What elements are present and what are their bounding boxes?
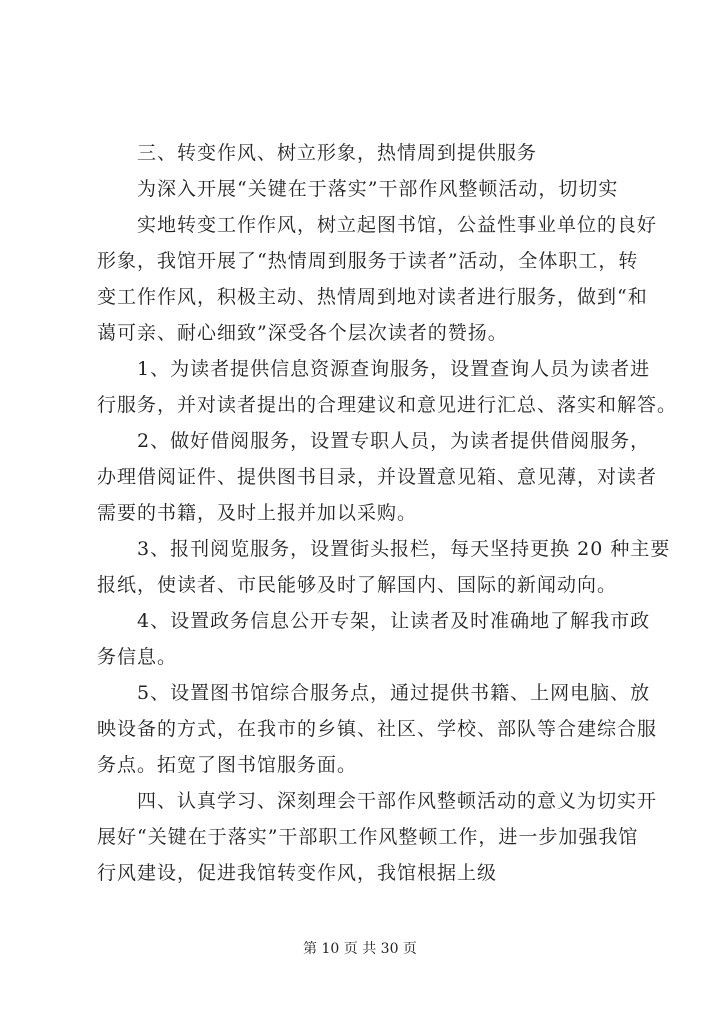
paragraph <box>97 351 678 423</box>
text-line: 报纸，使读者、市民能够及时了解国内、国际的新闻动向。 <box>97 574 618 596</box>
text-line: 四、认真学习、深刻理会干部作风整顿活动的意义为切实开 <box>137 790 658 812</box>
paragraph <box>97 135 657 171</box>
text-line: 务信息。 <box>97 646 178 668</box>
text-line: 5、设置图书馆综合服务点，通过提供书籍、上网电脑、放 <box>137 682 651 704</box>
text-line: 实地转变工作作风，树立起图书馆，公益性事业单位的良好 <box>137 214 658 236</box>
paragraph <box>97 603 657 675</box>
text-line: 行服务，并对读者提出的合理建议和意见进行汇总、落实和解答。 <box>97 394 678 416</box>
text-line: 3、报刊阅览服务，设置街头报栏，每天坚持更换 20 种主要 <box>137 538 671 560</box>
page-number-footer: 第 10 页 共 30 页 <box>303 941 417 957</box>
text-line: 为深入开展“关键在于落实”干部作风整顿活动，切切实 <box>137 178 619 200</box>
paragraph <box>97 675 657 783</box>
document-body <box>97 135 678 891</box>
text-line: 4、设置政务信息公开专架，让读者及时准确地了解我市政 <box>137 610 651 632</box>
text-line: 1、为读者提供信息资源查询服务，设置查询人员为读者进 <box>137 358 651 380</box>
paragraph <box>97 531 671 603</box>
paragraph <box>97 171 657 207</box>
text-line: 形象，我馆开展了“热情周到服务于读者”活动，全体职工，转 <box>97 250 639 272</box>
text-line: 务点。拓宽了图书馆服务面。 <box>97 754 358 776</box>
text-line: 变工作作风，积极主动、热情周到地对读者进行服务，做到“和 <box>97 286 648 308</box>
paragraph <box>97 207 657 351</box>
paragraph <box>97 783 657 891</box>
text-line: 需要的书籍，及时上报并加以采购。 <box>97 502 418 524</box>
text-line: 办理借阅证件、提供图书目录，并设置意见箱、意见薄，对读者 <box>97 466 658 488</box>
text-line: 2、做好借阅服务，设置专职人员，为读者提供借阅服务， <box>137 430 651 452</box>
text-line: 三、转变作风、树立形象，热情周到提供服务 <box>137 142 538 164</box>
text-line: 行风建设，促进我馆转变作风，我馆根据上级 <box>97 862 498 884</box>
text-line: 蔼可亲、耐心细致”深受各个层次读者的赞扬。 <box>97 322 508 344</box>
text-line: 展好“关键在于落实”干部职工作风整顿工作，进一步加强我馆 <box>97 826 639 848</box>
paragraph <box>97 423 657 531</box>
text-line: 映设备的方式，在我市的乡镇、社区、学校、部队等合建综合服 <box>97 718 658 740</box>
